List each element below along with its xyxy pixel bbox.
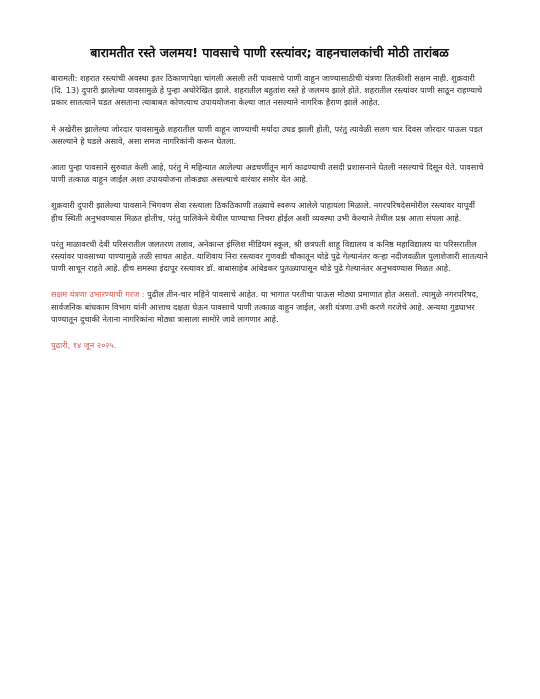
subheading-body: पुढील तीन-चार महिने पावसाचे आहेत. या भागात परतीचा पाऊस मोठ्या प्रमाणात होत असतो. त्यामुळे नगरपरिषद, सार्वजनिक बांधकाम विभाग यांनी आत्ताच दक्षता घेऊन पावसाचे पाणी तत्काळ वाहून जाईल, अशी यंत्रणा उभी करणे गरजेचे आहे. अन्यथा गुडघाभर पाण्यातून दुचाकी नेताना नागरिकांना मोठ्या त्रासाला सामोरे जावे लागणार आहे.	[51, 289, 479, 324]
article-headline: बारामतीत रस्ते जलमय! पावसाचे पाणी रस्त्यांवर; वाहनचालकांची मोठी तारांबळ	[90, 45, 449, 60]
article-paragraph-5: परंतु माळावरची देवी परिसरातील जलतरण तलाव, अनेकान्त इंग्लिश मीडियम स्कूल, श्री छत्रपती शाहू विद्यालय व कनिष्ठ महाविद्यालय या परिसरातील रस्त्यांवर पावसाच्या पाण्यामुळे तळी साचत आहेत. याशिवाय निरा रस्त्यावर गुणवडी चौकातून थोडे पुढे गेल्यानंतर कऱ्हा नदीजवळील पुलाशेजारी सातत्याने पाणी साचून राहते आहे. हीच समस्या इंदापूर रस्त्यावर डॉ. बाबासाहेब आंबेडकर पुतळ्यापासून थोडे पुढे गेल्यानंतर अनुभवण्यास मिळत आहे.	[51, 238, 488, 274]
article-paragraph-6	[51, 288, 488, 325]
article-paragraph-3: आता पुन्हा पावसाने सुरुवात केली आहे, परंतु मे महिन्यात आलेल्या अडचणींतून मार्ग काढण्याची तसदी प्रशासनाने घेतली नसल्याचे दिसून येते. पावसाचे पाणी तत्काळ वाहून जाईल अशा उपाययोजना तोकड्या असल्याचे वारंवार समोर येत आहे.	[51, 162, 484, 185]
article-paragraph-4: शुक्रवारी दुपारी झालेल्या पावसाने भिगवण सेवा रस्त्याला ठिकठिकाणी तळ्याचे स्वरूप आलेले पाहायला मिळाले. नगरपरिषदेसमोरील रस्त्यावर यापूर्वी हीच स्थिती अनुभवण्यास मिळत होतीच, परंतु पालिकेने येथील पाण्याचा निचरा होईल अशी व्यवस्था उभी केल्याने तेथील प्रश्न आता संपला आहे.	[51, 200, 475, 223]
subheading-lead: सक्षम यंत्रणा उभारण्याची गरज :	[51, 289, 145, 300]
source-dateline: पुढारी, १४ जून २०२५.	[51, 340, 117, 351]
article-paragraph-2: मे अखेरीस झालेल्या जोरदार पावसामुळे शहरातील पाणी वाहून जाण्याची मर्यादा उघड झाली होती, परंतु त्यावेळी सलग चार दिवस जोरदार पाऊस पडत असल्याने हे घडले असावे, असा समज नागरिकांनी करून घेतला.	[51, 123, 483, 146]
article-paragraph-1: बारामती: शहरात रस्त्यांची अवस्था इतर ठिकाणापेक्षा चांगली असली तरी पावसाचे पाणी वाहून जाण्यासाठीची यंत्रणा तितकीशी सक्षम नाही. शुक्रवारी (दि. 13) दुपारी झालेल्या पावसामुळे हे पुन्हा अधोरेखित झाले. शहरातील बहुतांश रस्ते हे जलमय झाले होते. शहरातील रस्त्यांवर पाणी साठून राहण्याचे प्रकार सातत्याने घडत असताना त्याबाबत कोणत्याच उपाययोजना केल्या जात नसल्याने नागरिक हैराण झाले आहेत.	[51, 73, 483, 108]
